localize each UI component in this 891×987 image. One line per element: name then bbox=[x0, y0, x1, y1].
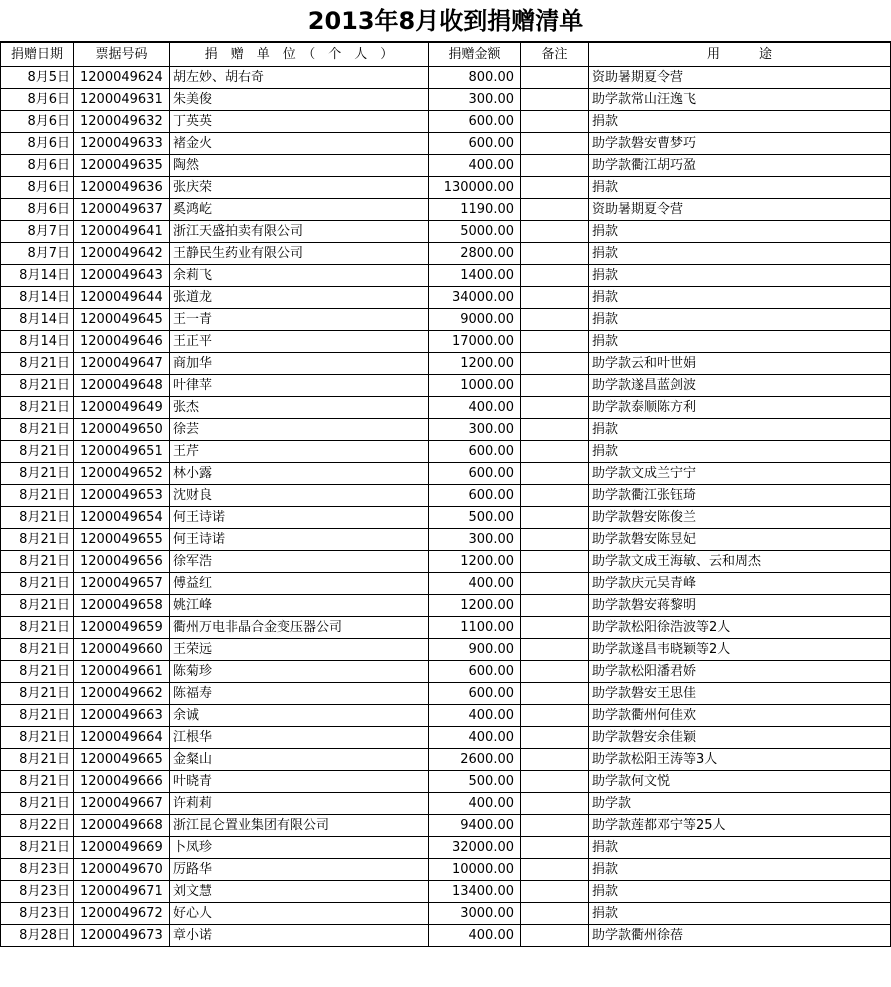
cell-receipt: 1200049647 bbox=[74, 353, 170, 375]
cell-receipt: 1200049669 bbox=[74, 837, 170, 859]
cell-use: 助学款遂昌蓝剑波 bbox=[589, 375, 891, 397]
cell-note bbox=[521, 485, 589, 507]
cell-donor: 陈菊珍 bbox=[170, 661, 429, 683]
cell-date: 8月21日 bbox=[1, 749, 74, 771]
cell-note bbox=[521, 89, 589, 111]
header-donor: 捐 赠 单 位 （ 个 人 ） bbox=[170, 43, 429, 67]
cell-use: 助学款何文悦 bbox=[589, 771, 891, 793]
cell-donor: 张杰 bbox=[170, 397, 429, 419]
cell-receipt: 1200049660 bbox=[74, 639, 170, 661]
cell-note bbox=[521, 815, 589, 837]
cell-amount: 400.00 bbox=[429, 727, 521, 749]
cell-use: 助学款衢州徐蓓 bbox=[589, 925, 891, 947]
cell-use: 助学款云和叶世娟 bbox=[589, 353, 891, 375]
cell-use: 捐款 bbox=[589, 837, 891, 859]
cell-amount: 1200.00 bbox=[429, 551, 521, 573]
table-row bbox=[1, 749, 891, 771]
table-row bbox=[1, 859, 891, 881]
cell-receipt: 1200049657 bbox=[74, 573, 170, 595]
cell-donor: 金粲山 bbox=[170, 749, 429, 771]
cell-use: 助学款松阳潘君娇 bbox=[589, 661, 891, 683]
cell-date: 8月14日 bbox=[1, 287, 74, 309]
table-row bbox=[1, 925, 891, 947]
cell-donor: 徐芸 bbox=[170, 419, 429, 441]
cell-use: 捐款 bbox=[589, 111, 891, 133]
cell-receipt: 1200049632 bbox=[74, 111, 170, 133]
cell-donor: 沈财良 bbox=[170, 485, 429, 507]
cell-use: 助学款磐安余佳颖 bbox=[589, 727, 891, 749]
cell-donor: 王荣远 bbox=[170, 639, 429, 661]
table-row bbox=[1, 89, 891, 111]
cell-use: 捐款 bbox=[589, 309, 891, 331]
cell-receipt: 1200049673 bbox=[74, 925, 170, 947]
cell-donor: 林小露 bbox=[170, 463, 429, 485]
cell-use: 捐款 bbox=[589, 287, 891, 309]
cell-date: 8月23日 bbox=[1, 859, 74, 881]
cell-use: 捐款 bbox=[589, 419, 891, 441]
cell-note bbox=[521, 595, 589, 617]
cell-receipt: 1200049651 bbox=[74, 441, 170, 463]
cell-use: 助学款磐安曹梦巧 bbox=[589, 133, 891, 155]
table-row bbox=[1, 573, 891, 595]
cell-use: 助学款 bbox=[589, 793, 891, 815]
cell-note bbox=[521, 375, 589, 397]
cell-donor: 章小诺 bbox=[170, 925, 429, 947]
cell-note bbox=[521, 661, 589, 683]
cell-receipt: 1200049659 bbox=[74, 617, 170, 639]
cell-amount: 600.00 bbox=[429, 485, 521, 507]
cell-use: 助学款磐安王思佳 bbox=[589, 683, 891, 705]
header-note: 备注 bbox=[521, 43, 589, 67]
cell-note bbox=[521, 837, 589, 859]
cell-amount: 1200.00 bbox=[429, 595, 521, 617]
cell-receipt: 1200049672 bbox=[74, 903, 170, 925]
cell-receipt: 1200049635 bbox=[74, 155, 170, 177]
cell-donor: 胡左妙、胡右奇 bbox=[170, 67, 429, 89]
table-row bbox=[1, 397, 891, 419]
cell-date: 8月23日 bbox=[1, 881, 74, 903]
cell-amount: 1100.00 bbox=[429, 617, 521, 639]
cell-receipt: 1200049648 bbox=[74, 375, 170, 397]
cell-amount: 600.00 bbox=[429, 661, 521, 683]
cell-donor: 浙江天盛拍卖有限公司 bbox=[170, 221, 429, 243]
table-row bbox=[1, 441, 891, 463]
cell-note bbox=[521, 133, 589, 155]
cell-use: 捐款 bbox=[589, 331, 891, 353]
cell-receipt: 1200049656 bbox=[74, 551, 170, 573]
cell-note bbox=[521, 331, 589, 353]
cell-note bbox=[521, 573, 589, 595]
cell-note bbox=[521, 881, 589, 903]
cell-amount: 32000.00 bbox=[429, 837, 521, 859]
cell-receipt: 1200049624 bbox=[74, 67, 170, 89]
table-row bbox=[1, 243, 891, 265]
cell-donor: 何王诗诺 bbox=[170, 507, 429, 529]
table-row bbox=[1, 111, 891, 133]
table-row bbox=[1, 221, 891, 243]
cell-use: 捐款 bbox=[589, 221, 891, 243]
cell-amount: 900.00 bbox=[429, 639, 521, 661]
cell-date: 8月21日 bbox=[1, 507, 74, 529]
table-row bbox=[1, 617, 891, 639]
cell-donor: 王一青 bbox=[170, 309, 429, 331]
cell-donor: 陶然 bbox=[170, 155, 429, 177]
cell-donor: 朱美俊 bbox=[170, 89, 429, 111]
cell-use: 助学款松阳徐浩波等2人 bbox=[589, 617, 891, 639]
table-row bbox=[1, 485, 891, 507]
table-row bbox=[1, 551, 891, 573]
cell-date: 8月14日 bbox=[1, 265, 74, 287]
cell-donor: 商加华 bbox=[170, 353, 429, 375]
cell-donor: 叶晓青 bbox=[170, 771, 429, 793]
cell-date: 8月21日 bbox=[1, 551, 74, 573]
header-receipt: 票据号码 bbox=[74, 43, 170, 67]
cell-date: 8月5日 bbox=[1, 67, 74, 89]
cell-amount: 1000.00 bbox=[429, 375, 521, 397]
table-row bbox=[1, 595, 891, 617]
cell-use: 助学款泰顺陈方利 bbox=[589, 397, 891, 419]
cell-amount: 400.00 bbox=[429, 793, 521, 815]
cell-date: 8月6日 bbox=[1, 155, 74, 177]
cell-donor: 王静民生药业有限公司 bbox=[170, 243, 429, 265]
cell-note bbox=[521, 529, 589, 551]
cell-date: 8月21日 bbox=[1, 595, 74, 617]
cell-note bbox=[521, 397, 589, 419]
header-amount: 捐赠金额 bbox=[429, 43, 521, 67]
cell-amount: 300.00 bbox=[429, 89, 521, 111]
cell-receipt: 1200049645 bbox=[74, 309, 170, 331]
cell-use: 资助暑期夏令营 bbox=[589, 67, 891, 89]
cell-receipt: 1200049644 bbox=[74, 287, 170, 309]
table-row bbox=[1, 639, 891, 661]
cell-note bbox=[521, 67, 589, 89]
cell-receipt: 1200049646 bbox=[74, 331, 170, 353]
cell-amount: 400.00 bbox=[429, 573, 521, 595]
cell-amount: 9000.00 bbox=[429, 309, 521, 331]
header-use: 用 途 bbox=[589, 43, 891, 67]
cell-use: 助学款衢江胡巧盈 bbox=[589, 155, 891, 177]
cell-date: 8月21日 bbox=[1, 793, 74, 815]
cell-amount: 2600.00 bbox=[429, 749, 521, 771]
header-row bbox=[1, 43, 891, 67]
cell-donor: 好心人 bbox=[170, 903, 429, 925]
cell-use: 捐款 bbox=[589, 441, 891, 463]
cell-note bbox=[521, 903, 589, 925]
cell-donor: 刘文慧 bbox=[170, 881, 429, 903]
table-row bbox=[1, 133, 891, 155]
cell-date: 8月21日 bbox=[1, 639, 74, 661]
cell-use: 助学款松阳王涛等3人 bbox=[589, 749, 891, 771]
cell-amount: 800.00 bbox=[429, 67, 521, 89]
cell-date: 8月6日 bbox=[1, 177, 74, 199]
table-row bbox=[1, 265, 891, 287]
cell-date: 8月21日 bbox=[1, 375, 74, 397]
cell-note bbox=[521, 419, 589, 441]
cell-receipt: 1200049654 bbox=[74, 507, 170, 529]
cell-date: 8月21日 bbox=[1, 463, 74, 485]
cell-amount: 5000.00 bbox=[429, 221, 521, 243]
cell-note bbox=[521, 287, 589, 309]
table-row bbox=[1, 529, 891, 551]
cell-note bbox=[521, 793, 589, 815]
table-row bbox=[1, 507, 891, 529]
table-row bbox=[1, 903, 891, 925]
cell-note bbox=[521, 221, 589, 243]
cell-amount: 2800.00 bbox=[429, 243, 521, 265]
cell-donor: 姚江峰 bbox=[170, 595, 429, 617]
cell-amount: 9400.00 bbox=[429, 815, 521, 837]
cell-receipt: 1200049649 bbox=[74, 397, 170, 419]
cell-date: 8月23日 bbox=[1, 903, 74, 925]
cell-use: 助学款遂昌韦晓颖等2人 bbox=[589, 639, 891, 661]
cell-note bbox=[521, 265, 589, 287]
cell-amount: 400.00 bbox=[429, 155, 521, 177]
cell-donor: 江根华 bbox=[170, 727, 429, 749]
cell-note bbox=[521, 309, 589, 331]
cell-receipt: 1200049643 bbox=[74, 265, 170, 287]
table-row bbox=[1, 177, 891, 199]
table-row bbox=[1, 419, 891, 441]
cell-receipt: 1200049655 bbox=[74, 529, 170, 551]
cell-receipt: 1200049636 bbox=[74, 177, 170, 199]
cell-amount: 130000.00 bbox=[429, 177, 521, 199]
cell-donor: 浙江昆仑置业集团有限公司 bbox=[170, 815, 429, 837]
cell-receipt: 1200049650 bbox=[74, 419, 170, 441]
cell-date: 8月21日 bbox=[1, 485, 74, 507]
cell-amount: 600.00 bbox=[429, 111, 521, 133]
donation-table bbox=[0, 42, 891, 947]
cell-note bbox=[521, 925, 589, 947]
cell-date: 8月7日 bbox=[1, 243, 74, 265]
cell-donor: 衢州万电非晶合金变压器公司 bbox=[170, 617, 429, 639]
cell-receipt: 1200049668 bbox=[74, 815, 170, 837]
page-title: 2013年8月收到捐赠清单 bbox=[0, 0, 891, 42]
cell-use: 助学款文成兰宁宁 bbox=[589, 463, 891, 485]
cell-use: 捐款 bbox=[589, 243, 891, 265]
table-row bbox=[1, 155, 891, 177]
cell-date: 8月21日 bbox=[1, 771, 74, 793]
cell-amount: 400.00 bbox=[429, 705, 521, 727]
cell-donor: 张庆荣 bbox=[170, 177, 429, 199]
cell-amount: 600.00 bbox=[429, 133, 521, 155]
cell-donor: 张道龙 bbox=[170, 287, 429, 309]
cell-donor: 王正平 bbox=[170, 331, 429, 353]
cell-amount: 300.00 bbox=[429, 419, 521, 441]
cell-use: 助学款常山汪逸飞 bbox=[589, 89, 891, 111]
cell-use: 助学款衢州何佳欢 bbox=[589, 705, 891, 727]
cell-note bbox=[521, 441, 589, 463]
cell-receipt: 1200049667 bbox=[74, 793, 170, 815]
cell-donor: 叶律苹 bbox=[170, 375, 429, 397]
cell-receipt: 1200049637 bbox=[74, 199, 170, 221]
cell-note bbox=[521, 749, 589, 771]
cell-amount: 1400.00 bbox=[429, 265, 521, 287]
cell-date: 8月21日 bbox=[1, 837, 74, 859]
table-row bbox=[1, 287, 891, 309]
cell-amount: 400.00 bbox=[429, 925, 521, 947]
cell-use: 捐款 bbox=[589, 881, 891, 903]
cell-amount: 1190.00 bbox=[429, 199, 521, 221]
cell-date: 8月21日 bbox=[1, 661, 74, 683]
cell-note bbox=[521, 683, 589, 705]
table-body bbox=[1, 67, 891, 947]
cell-note bbox=[521, 111, 589, 133]
cell-use: 捐款 bbox=[589, 177, 891, 199]
cell-use: 资助暑期夏令营 bbox=[589, 199, 891, 221]
cell-use: 捐款 bbox=[589, 859, 891, 881]
table-row bbox=[1, 815, 891, 837]
cell-receipt: 1200049664 bbox=[74, 727, 170, 749]
cell-date: 8月6日 bbox=[1, 133, 74, 155]
table-row bbox=[1, 881, 891, 903]
cell-date: 8月6日 bbox=[1, 89, 74, 111]
cell-donor: 王芹 bbox=[170, 441, 429, 463]
table-row bbox=[1, 837, 891, 859]
cell-date: 8月6日 bbox=[1, 111, 74, 133]
cell-amount: 400.00 bbox=[429, 397, 521, 419]
table-row bbox=[1, 727, 891, 749]
cell-donor: 徐军浩 bbox=[170, 551, 429, 573]
cell-receipt: 1200049670 bbox=[74, 859, 170, 881]
cell-use: 助学款磐安陈昱妃 bbox=[589, 529, 891, 551]
table-row bbox=[1, 463, 891, 485]
cell-date: 8月6日 bbox=[1, 199, 74, 221]
cell-amount: 34000.00 bbox=[429, 287, 521, 309]
table-row bbox=[1, 661, 891, 683]
cell-note bbox=[521, 155, 589, 177]
cell-date: 8月7日 bbox=[1, 221, 74, 243]
cell-note bbox=[521, 617, 589, 639]
cell-amount: 500.00 bbox=[429, 507, 521, 529]
cell-use: 助学款文成王海敏、云和周杰 bbox=[589, 551, 891, 573]
cell-use: 助学款莲都邓宁等25人 bbox=[589, 815, 891, 837]
cell-note bbox=[521, 551, 589, 573]
cell-donor: 许莉莉 bbox=[170, 793, 429, 815]
cell-donor: 卜凤珍 bbox=[170, 837, 429, 859]
cell-amount: 600.00 bbox=[429, 441, 521, 463]
cell-date: 8月21日 bbox=[1, 353, 74, 375]
cell-donor: 褚金火 bbox=[170, 133, 429, 155]
cell-receipt: 1200049642 bbox=[74, 243, 170, 265]
cell-use: 捐款 bbox=[589, 265, 891, 287]
cell-date: 8月21日 bbox=[1, 727, 74, 749]
cell-amount: 3000.00 bbox=[429, 903, 521, 925]
cell-use: 助学款磐安蒋黎明 bbox=[589, 595, 891, 617]
table-row bbox=[1, 771, 891, 793]
cell-note bbox=[521, 507, 589, 529]
cell-donor: 陈福寿 bbox=[170, 683, 429, 705]
table-row bbox=[1, 331, 891, 353]
table-row bbox=[1, 793, 891, 815]
cell-receipt: 1200049663 bbox=[74, 705, 170, 727]
cell-date: 8月21日 bbox=[1, 397, 74, 419]
cell-receipt: 1200049641 bbox=[74, 221, 170, 243]
cell-receipt: 1200049633 bbox=[74, 133, 170, 155]
cell-receipt: 1200049652 bbox=[74, 463, 170, 485]
cell-receipt: 1200049653 bbox=[74, 485, 170, 507]
cell-date: 8月21日 bbox=[1, 705, 74, 727]
table-row bbox=[1, 353, 891, 375]
table-row bbox=[1, 683, 891, 705]
cell-amount: 300.00 bbox=[429, 529, 521, 551]
cell-note bbox=[521, 859, 589, 881]
cell-note bbox=[521, 771, 589, 793]
cell-donor: 奚鸿屹 bbox=[170, 199, 429, 221]
cell-date: 8月22日 bbox=[1, 815, 74, 837]
cell-receipt: 1200049658 bbox=[74, 595, 170, 617]
cell-receipt: 1200049631 bbox=[74, 89, 170, 111]
cell-date: 8月14日 bbox=[1, 309, 74, 331]
cell-use: 助学款磐安陈俊兰 bbox=[589, 507, 891, 529]
cell-note bbox=[521, 705, 589, 727]
cell-amount: 1200.00 bbox=[429, 353, 521, 375]
cell-receipt: 1200049662 bbox=[74, 683, 170, 705]
cell-note bbox=[521, 243, 589, 265]
table-row bbox=[1, 199, 891, 221]
cell-date: 8月21日 bbox=[1, 529, 74, 551]
cell-note bbox=[521, 727, 589, 749]
header-date: 捐赠日期 bbox=[1, 43, 74, 67]
cell-note bbox=[521, 199, 589, 221]
cell-date: 8月14日 bbox=[1, 331, 74, 353]
cell-receipt: 1200049666 bbox=[74, 771, 170, 793]
cell-donor: 丁英英 bbox=[170, 111, 429, 133]
cell-amount: 17000.00 bbox=[429, 331, 521, 353]
cell-donor: 余诚 bbox=[170, 705, 429, 727]
cell-amount: 10000.00 bbox=[429, 859, 521, 881]
cell-donor: 厉路华 bbox=[170, 859, 429, 881]
cell-donor: 何王诗诺 bbox=[170, 529, 429, 551]
cell-date: 8月21日 bbox=[1, 573, 74, 595]
cell-amount: 600.00 bbox=[429, 683, 521, 705]
table-row bbox=[1, 375, 891, 397]
cell-receipt: 1200049665 bbox=[74, 749, 170, 771]
cell-donor: 余莉飞 bbox=[170, 265, 429, 287]
cell-note bbox=[521, 463, 589, 485]
cell-date: 8月21日 bbox=[1, 683, 74, 705]
table-row bbox=[1, 309, 891, 331]
cell-receipt: 1200049661 bbox=[74, 661, 170, 683]
cell-date: 8月21日 bbox=[1, 441, 74, 463]
cell-date: 8月21日 bbox=[1, 617, 74, 639]
cell-date: 8月21日 bbox=[1, 419, 74, 441]
table-row bbox=[1, 67, 891, 89]
cell-note bbox=[521, 639, 589, 661]
cell-donor: 傅益红 bbox=[170, 573, 429, 595]
cell-amount: 600.00 bbox=[429, 463, 521, 485]
cell-amount: 13400.00 bbox=[429, 881, 521, 903]
cell-date: 8月28日 bbox=[1, 925, 74, 947]
cell-amount: 500.00 bbox=[429, 771, 521, 793]
cell-use: 助学款衢江张钰琦 bbox=[589, 485, 891, 507]
cell-receipt: 1200049671 bbox=[74, 881, 170, 903]
cell-note bbox=[521, 177, 589, 199]
cell-use: 捐款 bbox=[589, 903, 891, 925]
cell-note bbox=[521, 353, 589, 375]
table-row bbox=[1, 705, 891, 727]
cell-use: 助学款庆元吴青峰 bbox=[589, 573, 891, 595]
